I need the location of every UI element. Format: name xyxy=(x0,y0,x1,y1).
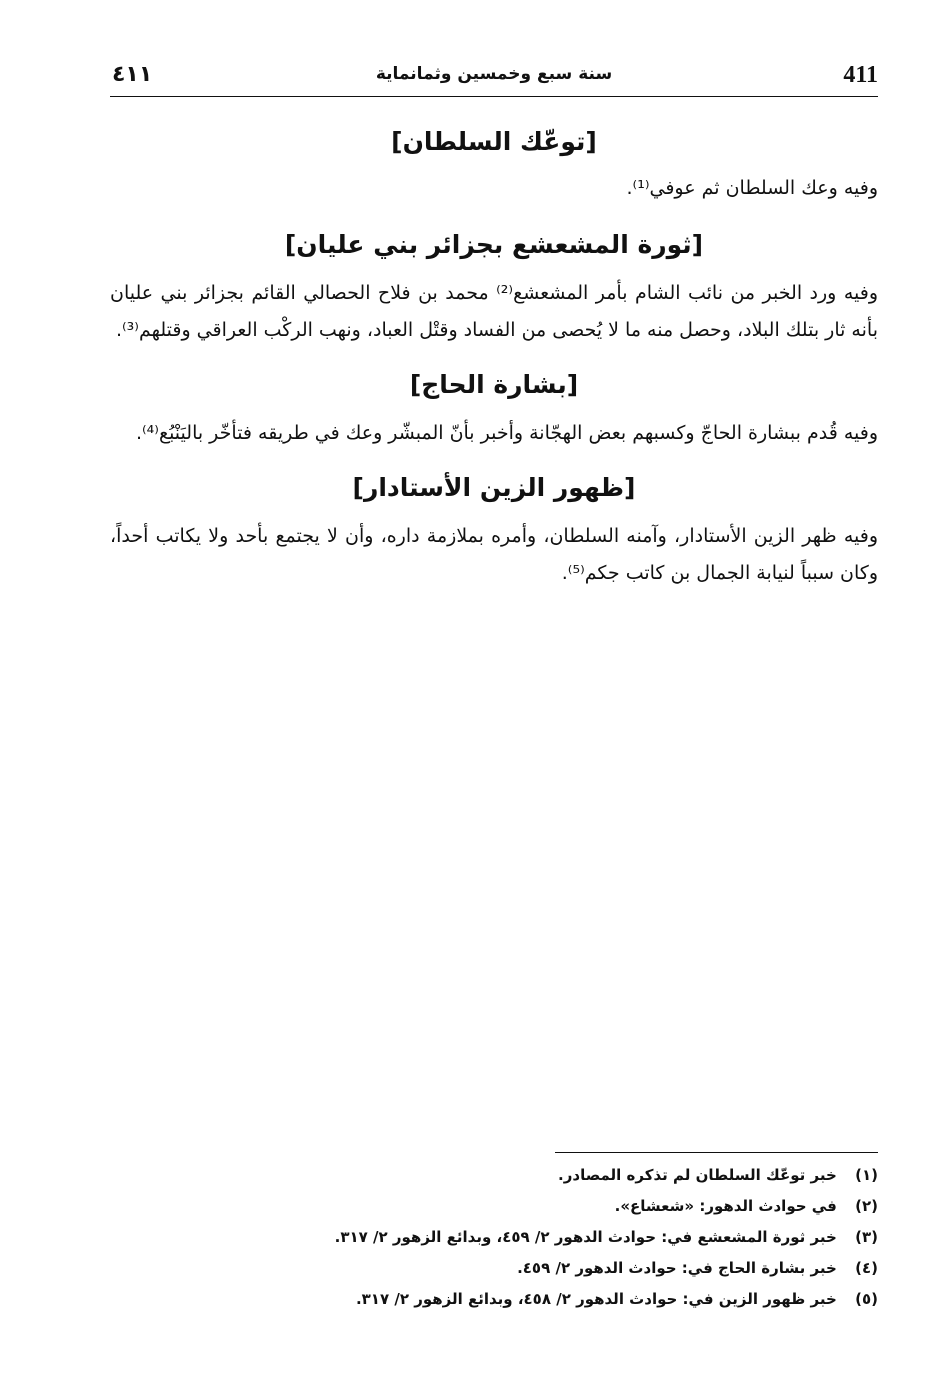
section-heading: [توعّك السلطان] xyxy=(391,127,597,156)
footnote-text: خبر توعّك السلطان لم تذكره المصادر. xyxy=(558,1166,837,1184)
footnote-number: (٣) xyxy=(855,1228,878,1246)
main-text xyxy=(110,122,878,608)
section-heading: [بشارة الحاج] xyxy=(409,370,579,399)
footnote-text: خبر ظهور الزين في: حوادث الدهور ٢/ ٤٥٨، وبدائع الزهور ٢/ ٣١٧. xyxy=(355,1290,837,1308)
footnote-item xyxy=(200,1284,878,1315)
page-number-arabic: ٤١١ xyxy=(112,62,153,87)
footnote-number: (٢) xyxy=(855,1197,878,1215)
footnote-item xyxy=(200,1160,878,1191)
section-paragraph: وفيه ورد الخبر من نائب الشام بأمر المشعشع⁽²⁾ محمد بن فلاح الحصالي القائم بجزائر بني عليان بأنه ثار بتلك البلاد، وحصل منه ما لا يُحصى من الفساد وقتْل العباد، ونهب الركْب العراقي وقتلهم⁽³⁾. xyxy=(110,282,878,341)
page-number-latin: 411 xyxy=(843,62,878,88)
footnote-item xyxy=(200,1222,878,1253)
footnote-item xyxy=(200,1253,878,1284)
footnote-divider xyxy=(555,1152,878,1153)
footnote-number: (٤) xyxy=(855,1259,878,1277)
footnote-text: خبر ثورة المشعشع في: حوادث الدهور ٢/ ٤٥٩، وبدائع الزهور ٢/ ٣١٧. xyxy=(334,1228,837,1246)
footnote-text: خبر بشارة الحاج في: حوادث الدهور ٢/ ٤٥٩. xyxy=(517,1259,837,1277)
footnote-text: في حوادث الدهور: «شعشاع». xyxy=(614,1197,837,1215)
section-heading: [ظهور الزين الأستادار] xyxy=(352,473,636,502)
running-title: سنة سبع وخمسين وثمانماية xyxy=(375,64,613,84)
section-paragraph: وفيه وعك السلطان ثم عوفي⁽¹⁾. xyxy=(626,177,878,199)
footnote-number: (١) xyxy=(855,1166,878,1184)
footnote-item xyxy=(200,1191,878,1222)
running-header xyxy=(110,58,878,97)
section-heading: [ثورة المشعشع بجزائر بني عليان] xyxy=(284,230,704,259)
section-paragraph: وفيه ظهر الزين الأستادار، وآمنه السلطان، وأمره بملازمة داره، وأن لا يجتمع بأحد ولا يكاتب أحداً، وكان سبباً لنيابة الجمال بن كاتب جكم⁽⁵⁾. xyxy=(110,525,878,584)
footnotes xyxy=(200,1160,878,1315)
footnote-number: (٥) xyxy=(855,1290,878,1308)
section-paragraph: وفيه قُدم ببشارة الحاجّ وكسبهم بعض الهجّانة وأخبر بأنّ المبشّر وعك في طريقه فتأخّر باليَنْبُع⁽⁴⁾. xyxy=(135,422,878,444)
